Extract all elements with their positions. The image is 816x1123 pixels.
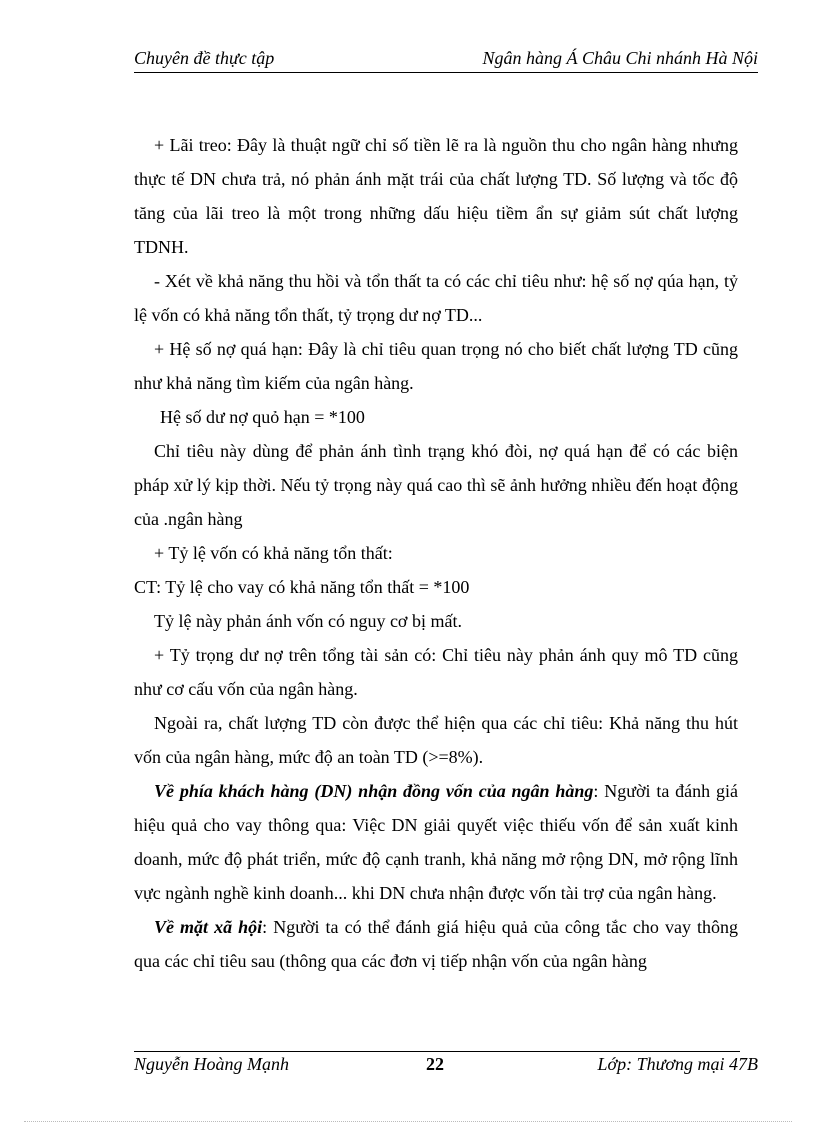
- page-header: [134, 48, 758, 72]
- paragraph-ratio-purpose: Chỉ tiêu này dùng để phản ánh tình trạng khó đòi, nợ quá hạn để có các biện pháp xử lý kịp thời. Nếu tỷ trọng này quá cao thì sẽ ảnh hưởng nhiều đến hoạt động của .ngân hàng: [134, 441, 738, 529]
- formula-loss-ratio: CT: Tỷ lệ cho vay có khả năng tổn thất = *100: [134, 577, 470, 597]
- paragraph-overdue-interest: + Lãi treo: Đây là thuật ngữ chỉ số tiền lẽ ra là nguồn thu cho ngân hàng nhưng thực tế DN chưa trả, nó phản ánh mặt trái của chất lượng TD. Số lượng và tốc độ tăng của lãi treo là một trong những dấu hiệu tiềm ẩn sự giảm sút chất lượng TDNH.: [134, 135, 738, 257]
- social-side-heading: Về mặt xã hội: [154, 917, 263, 937]
- formula-overdue-ratio: Hệ số dư nợ quỏ hạn = *100: [160, 407, 365, 427]
- paragraph-other-indicators: Ngoài ra, chất lượng TD còn được thể hiện qua các chỉ tiêu: Khả năng thu hút vốn của ngân hàng, mức độ an toàn TD (>=8%).: [134, 713, 738, 767]
- paragraph-recovery-indicators: - Xét về khả năng thu hồi và tổn thất ta có các chỉ tiêu như: hệ số nợ qúa hạn, tỷ lệ vốn có khả năng tổn thất, tỷ trọng dư nợ TD...: [134, 271, 738, 325]
- document-body: [134, 128, 738, 978]
- paragraph-social-side: [134, 910, 738, 978]
- header-report-title: Chuyên đề thực tập: [134, 48, 275, 68]
- paragraph-outstanding-share: + Tỷ trọng dư nợ trên tổng tài sản có: Chỉ tiêu này phản ánh quy mô TD cũng như cơ cấu vốn của ngân hàng.: [134, 645, 738, 699]
- paragraph-overdue-ratio: + Hệ số nợ quá hạn: Đây là chỉ tiêu quan trọng nó cho biết chất lượng TD cũng như khả năng tìm kiếm của ngân hàng.: [134, 339, 738, 393]
- page-number: 22: [426, 1054, 444, 1074]
- footer-author: Nguyễn Hoàng Mạnh: [134, 1054, 289, 1074]
- paragraph-customer-side: [134, 774, 738, 910]
- footer-class: Lớp: Thương mại 47B: [597, 1054, 758, 1074]
- header-rule: [134, 72, 758, 73]
- customer-side-text: : Người ta đánh giá hiệu quả cho vay thông qua: Việc DN giải quyết việc thiếu vốn để sản xuất kinh doanh, mức độ phát triển, mức độ cạnh tranh, khả năng mở rộng DN, mở rộng lĩnh vực ngành nghề kinh doanh... khi DN chưa nhận được vốn tài trợ của ngân hàng.: [134, 781, 738, 903]
- social-side-text: : Người ta có thể đánh giá hiệu quả của công tắc cho vay thông qua các chỉ tiêu sau (thông qua các đơn vị tiếp nhận vốn của ngân hàng: [134, 917, 738, 971]
- paragraph-loss-capital: + Tỷ lệ vốn có khả năng tổn thất:: [154, 543, 393, 563]
- page-bottom-divider: [24, 1121, 792, 1122]
- header-bank-branch: Ngân hàng Á Châu Chi nhánh Hà Nội: [482, 48, 758, 68]
- page-footer: [134, 1054, 758, 1078]
- footer-rule: [134, 1051, 740, 1052]
- customer-side-heading: Về phía khách hàng (DN) nhận đồng vốn của ngân hàng: [154, 781, 594, 801]
- paragraph-loss-risk: Tỷ lệ này phản ánh vốn có nguy cơ bị mất.: [154, 611, 462, 631]
